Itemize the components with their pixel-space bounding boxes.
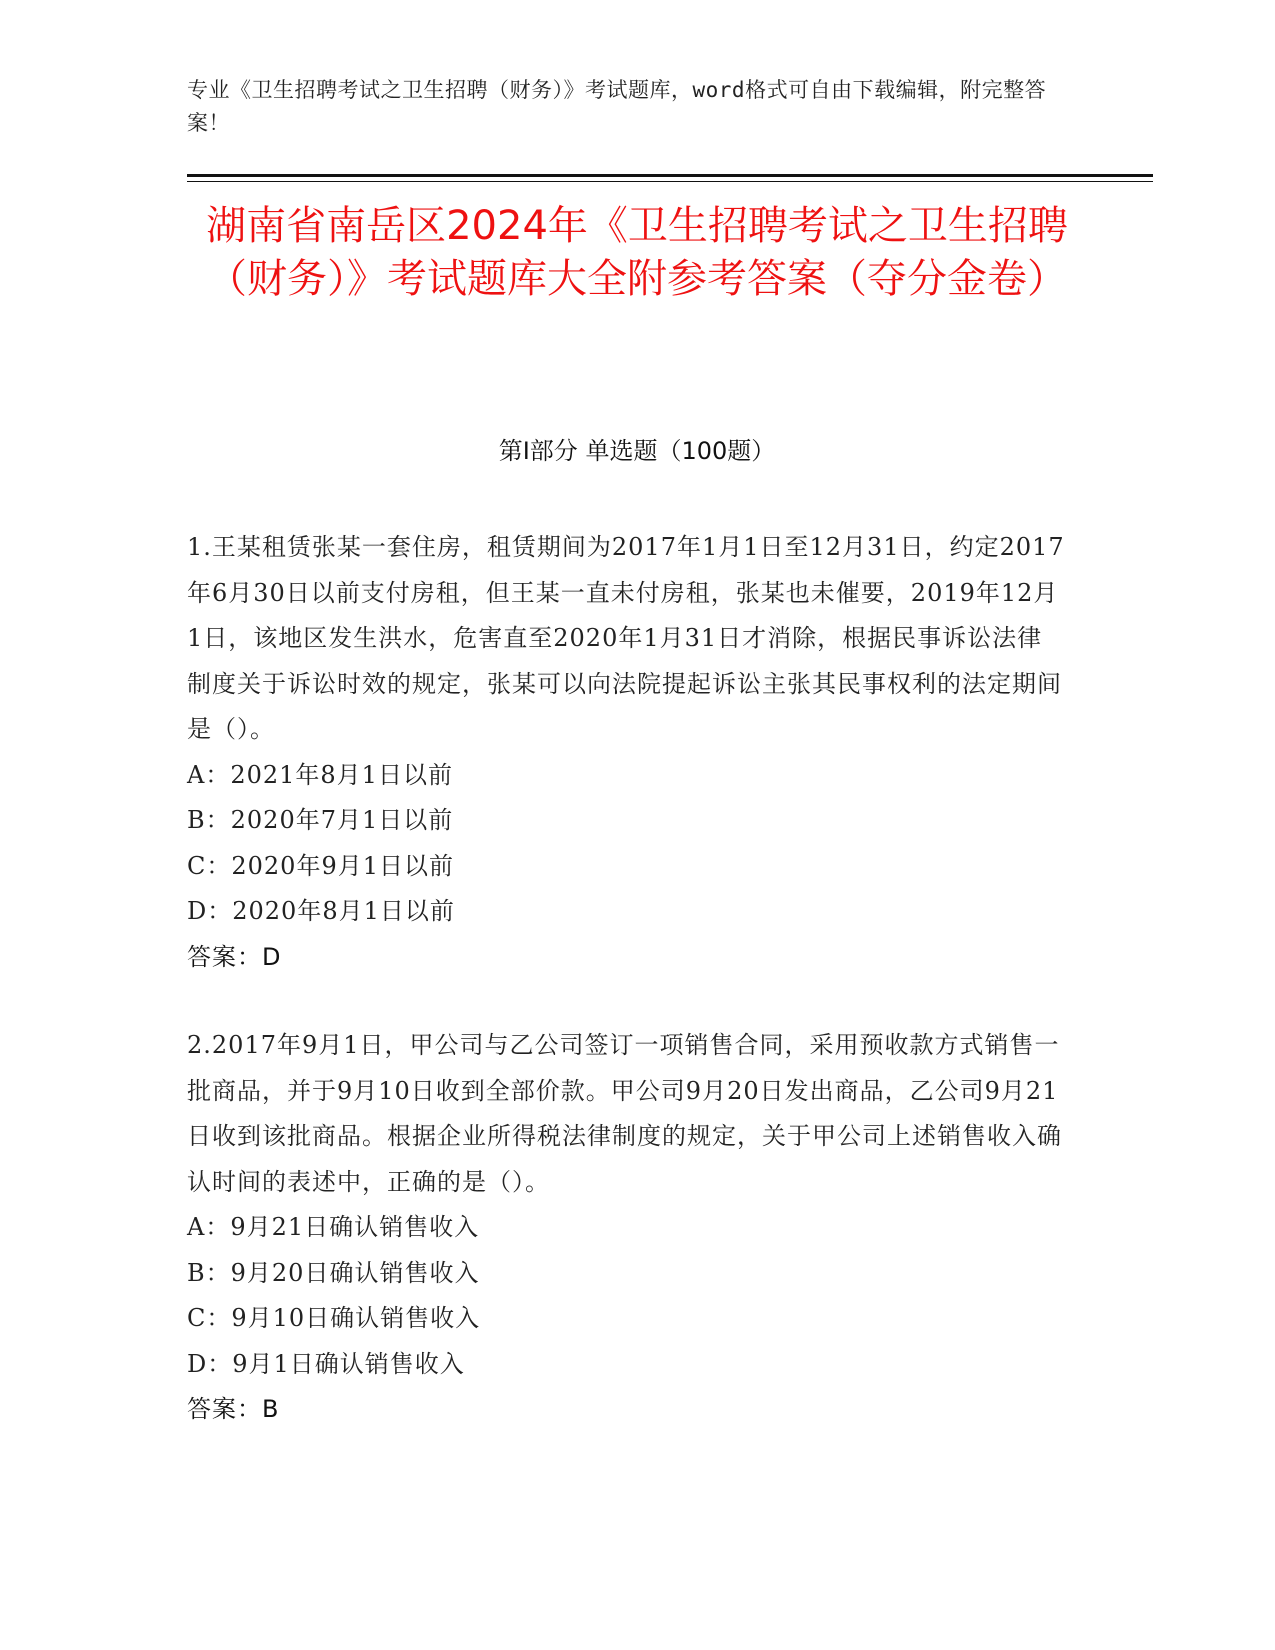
question-stem: 1.王某租赁张某一套住房，租赁期间为2017年1月1日至12月31日，约定2017年6月30日以前支付房租，但王某一直未付房租，张某也未催要，2019年12月1日，该地区发生洪水，危害直至2020年1月31日才消除，根据民事诉讼法律制度关于诉讼时效的规定，张某可以向法院提起诉讼主张其民事权利的法定期间是（）。	[187, 533, 1065, 743]
option-d: D：2020年8月1日以前	[187, 897, 455, 925]
option-a: A：9月21日确认销售收入	[187, 1213, 480, 1241]
option-list	[187, 1205, 1067, 1387]
question-1	[187, 525, 1067, 980]
option-d: D：9月1日确认销售收入	[187, 1349, 465, 1378]
answer-label: 答案：D	[187, 942, 282, 971]
option-c: C：9月10日确认销售收入	[187, 1304, 481, 1332]
document-title: 湖南省南岳区2024年《卫生招聘考试之卫生招聘（财务）》考试题库大全附参考答案（夺分金卷）	[206, 203, 1068, 302]
answer-label: 答案：B	[187, 1395, 280, 1423]
option-b: B：2020年7月1日以前	[187, 806, 454, 834]
header-divider-thin	[187, 181, 1153, 182]
header-divider-thick	[187, 174, 1153, 177]
question-stem: 2.2017年9月1日，甲公司与乙公司签订一项销售合同，采用预收款方式销售一批商品，并于9月10日收到全部价款。甲公司9月20日发出商品，乙公司9月21日收到该批商品。根据企业所得税法律制度的规定，关于甲公司上述销售收入确认时间的表述中，正确的是（）。	[187, 1031, 1062, 1196]
header-note: 专业《卫生招聘考试之卫生招聘（财务）》考试题库，word格式可自由下载编辑，附完整答案！	[187, 78, 1047, 135]
option-c: C：2020年9月1日以前	[187, 851, 454, 880]
section-heading: 第I部分 单选题（100题）	[498, 437, 776, 465]
question-2	[187, 1023, 1067, 1433]
option-list	[187, 753, 1067, 935]
option-b: B：9月20日确认销售收入	[187, 1258, 480, 1287]
option-a: A：2021年8月1日以前	[187, 760, 453, 789]
